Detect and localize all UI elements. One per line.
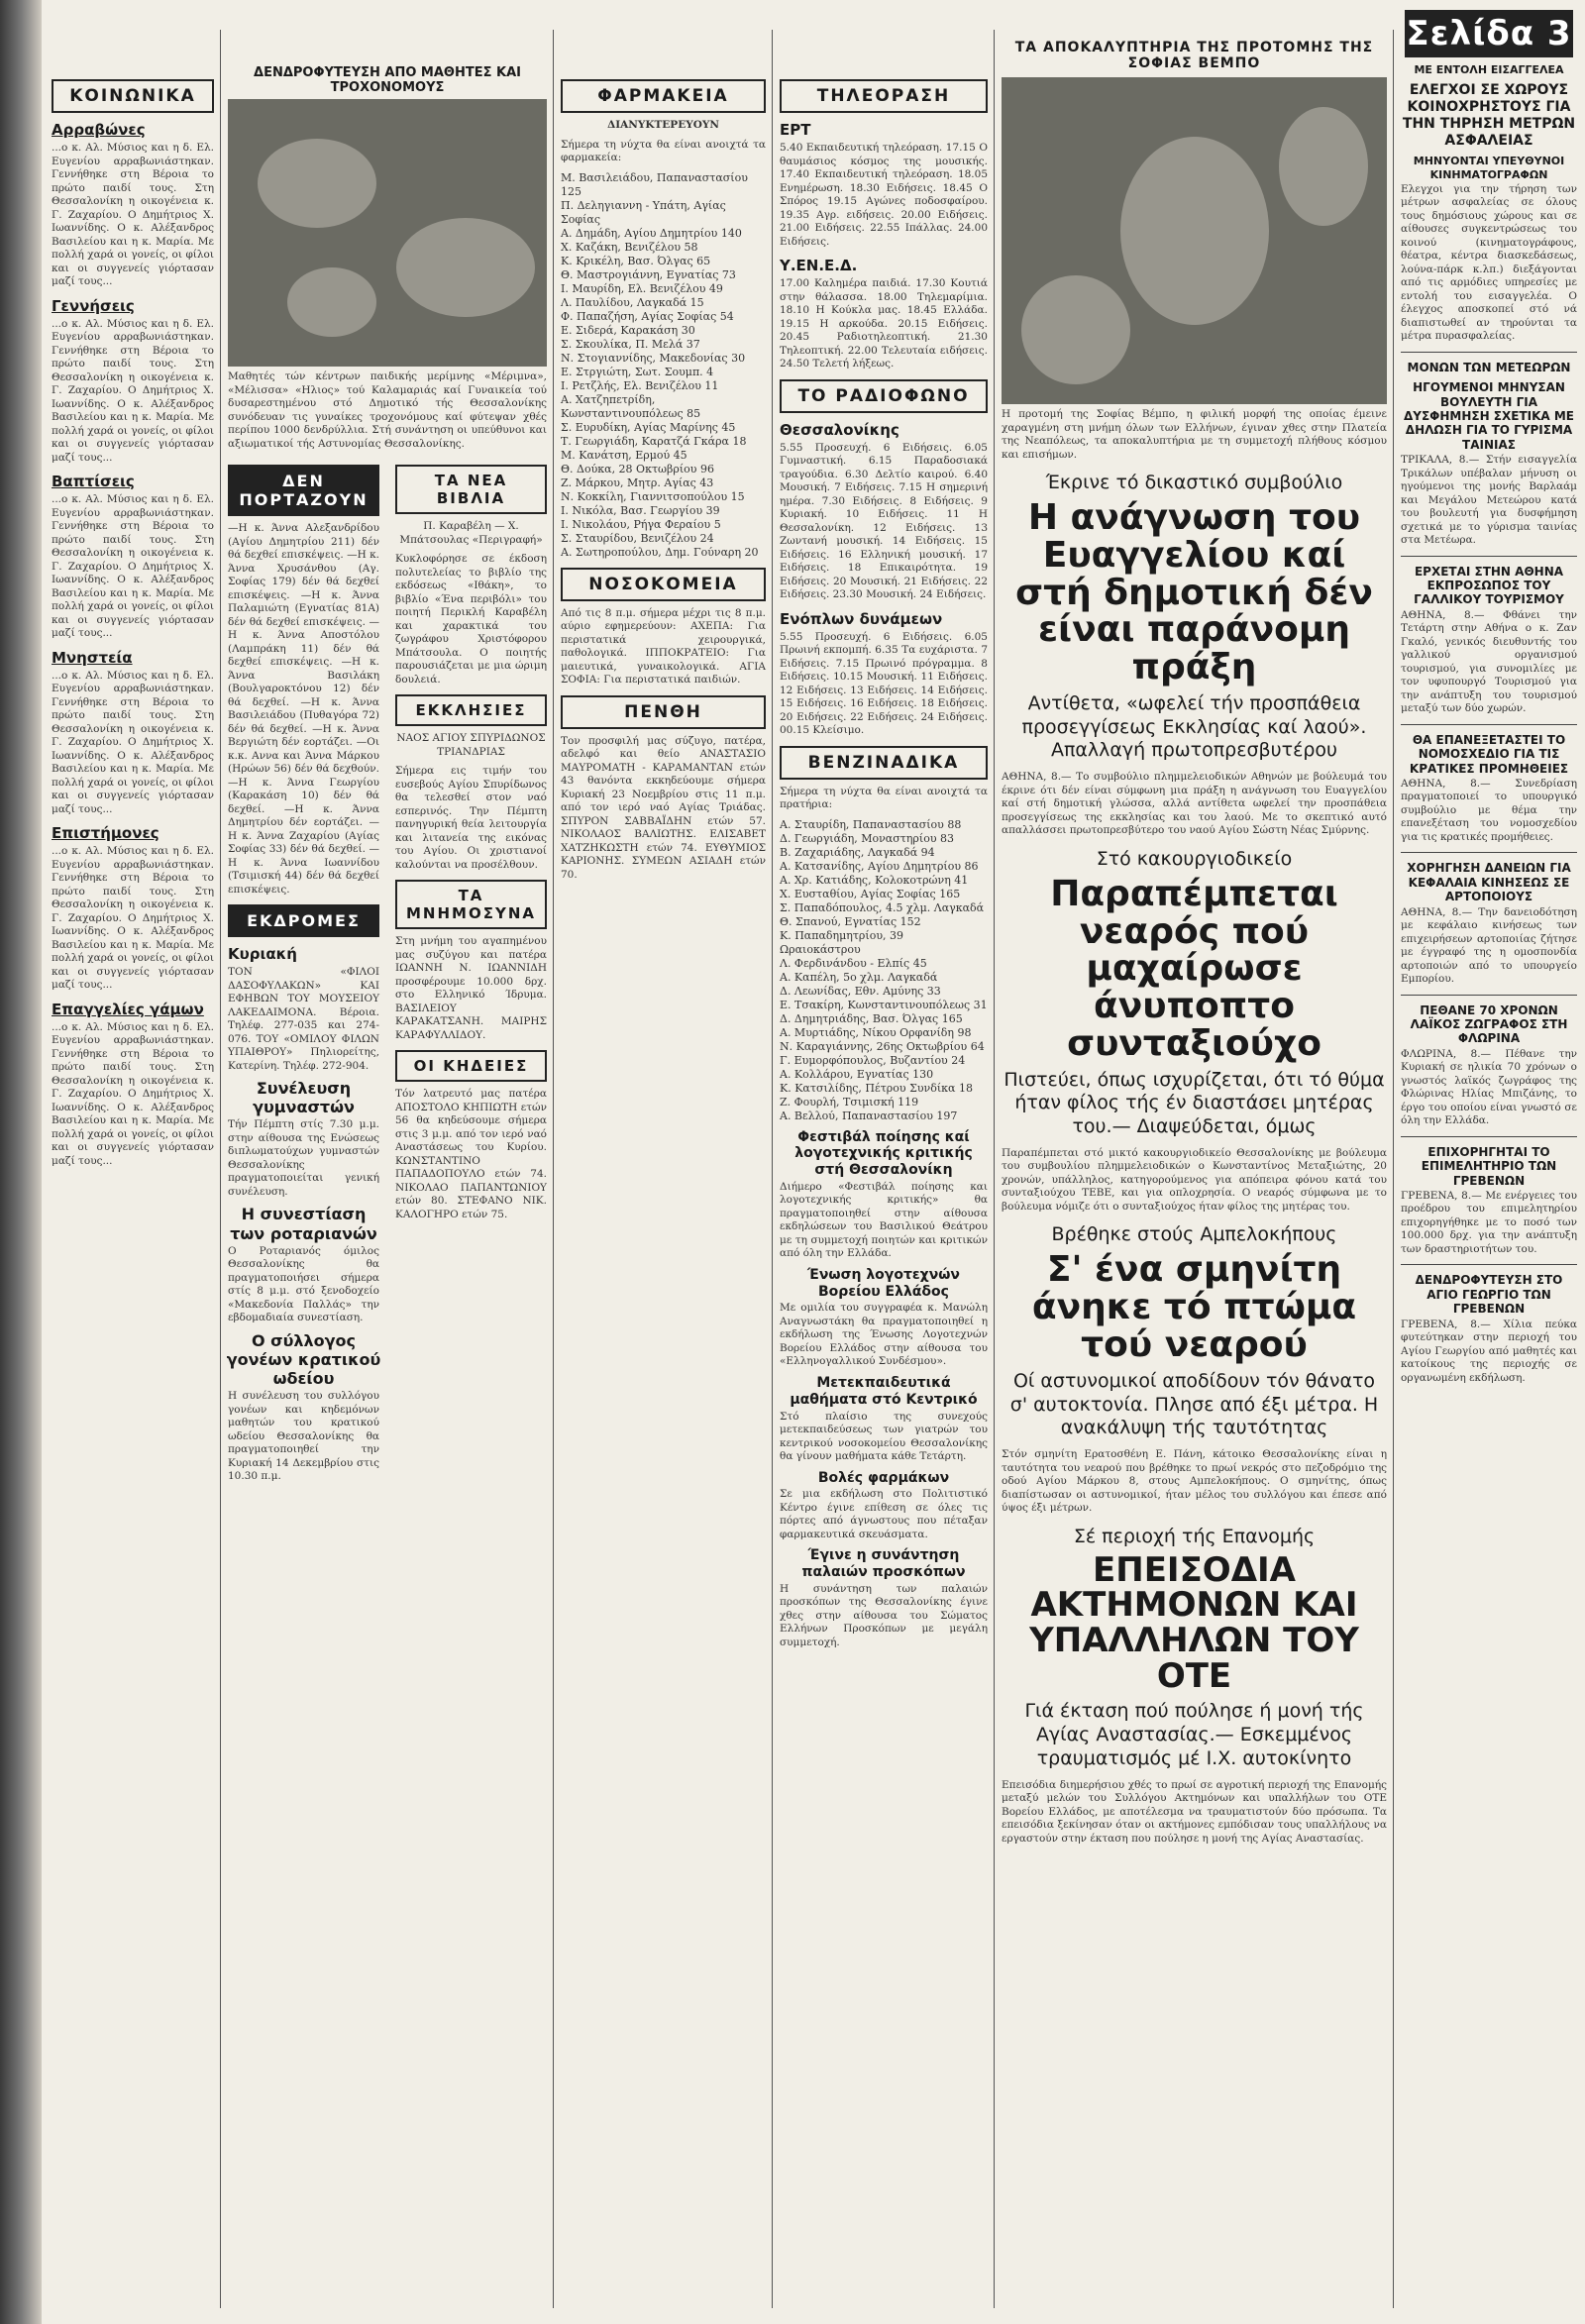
metek-text: Στό πλαίσιο της συνεχούς μετεκπαιδεύσεως των γιατρών του κεντρικού νοσοκομείου Θεσσαλονίκης θα γίνουν μαθήματα κάθε Τετάρτη. <box>780 1410 988 1463</box>
rotarian-text: Ο Ροταριανός όμιλος Θεσσαλονίκης θα πραγματοποιήσει σήμερα στίς 8 μ.μ. στό ξενοδοχείο «Μακεδονία Παλλάς» την εβδομαδιαία συνεστίαση. <box>228 1244 379 1324</box>
book-text: Κυκλοφόρησε σε έκδοση πολυτελείας το βιβλίο της εκδόσεως «Ιθάκη», το βιβλίο «Ένα περιβόλι» του ποιητή Περικλή Καραβέλη και χαρακτικά του ζωγράφου Χριστόφορου Μπάτσουλα. Ο ποιητής παρουσιάζεται με μια ώριμη δουλειά. <box>395 553 547 686</box>
syneleusi-heading: Συνέλευση γυμναστών <box>253 1079 355 1117</box>
column-rule <box>994 30 995 2308</box>
i2-headline: ΜΟΝΩΝ ΤΩΝ ΜΕΤΕΩΡΩΝ <box>1407 360 1571 374</box>
divider <box>1401 556 1577 557</box>
farmakeia-heading: ΦΑΡΜΑΚΕΙΑ <box>561 79 766 113</box>
gas-station-item: Α. Χρ. Κατιάδης, Κολοκοτρώνη 41 <box>780 873 969 887</box>
nosokomeia-text: Από τις 8 π.μ. σήμερα μέχρι τις 8 π.μ. αύριο εφημερεύουν: ΑΧΕΠΑ: Για περιστατικά χειρουργικά, παθολογικά. ΙΠΠΟΚΡΑΤΕΙΟ: Για μαιευτικά, γυναικολογικά. ΑΓΙΑ ΣΟΦΙΑ: Για περιστατικά παιδιών. <box>561 606 766 686</box>
volos-heading: Βολές φαρμάκων <box>817 1469 950 1486</box>
gas-station-item: Β. Ζαχαριάδης, Λαγκαδά 94 <box>780 845 935 859</box>
s4-deck: Γιά έκταση πού πούλησε ή μονή τής Αγίας Αναστασίας.— Εσκεμμένος τραυματισμός μέ Ι.Χ. αυτοκίνητο <box>1024 1700 1364 1769</box>
vempo-bust-photo <box>1002 77 1387 404</box>
book-title: Π. Καραβέλη — Χ. Μπάτσουλας «Περιγραφή» <box>399 520 543 546</box>
gas-station-item: Ν. Καραγιάννης, 26ης Οκτωβρίου 64 <box>780 1039 985 1053</box>
i4-text: ΑΘΗΝΑ, 8.— Συνεδρίαση πραγματοποιεί το υπουργικό συμβούλιο με θέμα την επανεξέταση του νομοσχεδίου για τις κρατικές προμήθειες. <box>1401 777 1577 843</box>
s3-kicker: Βρέθηκε στούς Αμπελοκήπους <box>1051 1223 1337 1246</box>
synantisi-heading: Έγινε η συνάντηση παλαιών προσκόπων <box>801 1547 966 1581</box>
armed-forces-schedule: 5.55 Προσευχή. 6 Ειδήσεις. 6.05 Πρωινή εκπομπή. 6.35 Τα ευχάριστα. 7 Ειδήσεις. 7.15 Πρωινό πρόγραμμα. 8 Ειδήσεις. 10.15 Μουσική. 11 Ειδήσεις. 12 Ειδήσεις. 13 Ειδήσεις. 14 Ειδήσεις. 15 Ειδήσεις. 16 Ειδήσεις. 18 Ειδήσεις. 20 Ειδήσεις. 22 Ειδήσεις. 24 Ειδήσεις. 00.15 Κλείσιμο. <box>780 630 988 736</box>
i5-headline: ΧΟΡΗΓΗΣΗ ΔΑΝΕΙΩΝ ΓΙΑ ΚΕΦΑΛΑΙΑ ΚΙΝΗΣΕΩΣ ΣΕ ΑΡΤΟΠΟΙΟΥΣ <box>1407 861 1571 904</box>
pharmacy-item: Ι. Μαυρίδη, Ελ. Βενιζέλου 49 <box>561 281 723 295</box>
rotarian-heading: Η συνεστίαση των ροταριανών <box>230 1205 377 1243</box>
gas-station-item: Γ. Ευμορφόπουλος, Βυζαντίου 24 <box>780 1053 966 1067</box>
gas-station-item: Θ. Σπανού, Εγνατίας 152 <box>780 914 921 928</box>
pharmacy-item: Ν. Στογιαννίδης, Μακεδονίας 30 <box>561 351 746 365</box>
pharmacy-item: Ι. Νικολάου, Ρήγα Φεραίου 5 <box>561 517 721 531</box>
ekdromes-heading: ΕΚΔΡΟΜΕΣ <box>228 904 379 937</box>
radio-schedule: 5.55 Προσευχή. 6 Ειδήσεις. 6.05 Γυμναστική. 6.15 Παραδοσιακά τραγούδια. 6.30 Δελτίο καιρού. 6.40 Μουσική. 7 Ειδήσεις. 7.15 Η σημερινή ημέρα. 7.30 Ειδήσεις. 8 Ειδήσεις. 9 Κυριακή. 10 Ειδήσεις. 11 Η Θεσσαλονίκη. 12 Ειδήσεις. 13 Ζωντανή μουσική. 14 Ειδήσεις. 15 Ειδήσεις. 16 Ελληνική μουσική. 17 Ειδήσεις. 18 Επικαιρότητα. 19 Ειδήσεις. 20 Μουσική. 21 Ειδήσεις. 22 Ειδήσεις. 23.30 Μουσική. 24 Ειδήσεις. <box>780 441 988 600</box>
gas-station-item: Κ. Κατσιλίδης, Πέτρου Συνδίκα 18 <box>780 1081 973 1095</box>
pharmacy-item: Α. Δημάδη, Αγίου Δημητρίου 140 <box>561 226 742 240</box>
festival-heading: Φεστιβάλ ποίησης καί λογοτεχνικής κριτικής στή Θεσσαλονίκη <box>794 1128 973 1179</box>
pharmacy-item: Κ. Κρικέλη, Βασ. Όλγας 65 <box>561 254 711 267</box>
column-social <box>48 0 218 2324</box>
armed-forces-label: Ενόπλων δυνάμεων <box>780 609 943 628</box>
social-body: ...ο κ. Αλ. Μύσιος και η δ. Ελ. Ευγενίου αρραβωνιάστηκαν. Γεννήθηκε στη Βέροια το πρώτο παιδί τους. Στη Θεσσαλονίκη η οικογένεια κ. Γ. Ζαχαρίου. Ο Δημήτριος Χ. Ιωαννίδης. Ο κ. Αλέξανδρος Βασιλείου και η κ. Μαρία. Με πολλή χαρά οι γονείς, οι φίλοι και οι συγγενείς γιόρτασαν μαζί τους... <box>52 845 214 991</box>
social-body: ...ο κ. Αλ. Μύσιος και η δ. Ελ. Ευγενίου αρραβωνιάστηκαν. Γεννήθηκε στη Βέροια το πρώτο παιδί τους. Στη Θεσσαλονίκη η οικογένεια κ. Γ. Ζαχαρίου. Ο Δημήτριος Χ. Ιωαννίδης. Ο κ. Αλέξανδρος Βασιλείου και η κ. Μαρία. Με πολλή χαρά οι γονείς, οι φίλοι και οι συγγενείς γιόρτασαν μαζί τους... <box>52 142 214 287</box>
section-label: Επαγγελίες γάμων <box>52 1000 204 1018</box>
pharmacy-item: Μ. Κανάτση, Ερμού 45 <box>561 448 687 462</box>
column-rule <box>553 30 554 2308</box>
gas-station-item: Α. Μυρτιάδης, Νίκου Ορφανίδη 98 <box>780 1025 972 1039</box>
s3-deck: Οί αστυνομικοί αποδίδουν τόν θάνατο σ' αυτοκτονία. Πλησε από έξι μέτρα. Η ανακάλυψη τής ταυτότητας <box>1009 1369 1379 1439</box>
gas-station-list <box>780 818 988 1123</box>
i2-text: ΤΡΙΚΑΛΑ, 8.— Στήν εισαγγελία Τρικάλων υπέβαλαν μήνυση οι ηγούμενοι της μονής Βαρλαάμ και Μεγάλου Μετεώρου κατά του βουλευτή για δυσφήμηση σχετικά με το γύρισμα ταινίας στα Μετέωρα. <box>1401 454 1577 547</box>
gas-station-item: Σ. Παπαδόπουλος, 4.5 χλμ. Λαγκαδά <box>780 900 985 914</box>
pharmacy-item: Τ. Γεωργιάδη, Καρατζά Γκάρα 18 <box>561 434 747 448</box>
mnimosyna-heading: ΤΑ ΜΝΗΜΟΣΥΝΑ <box>395 880 547 929</box>
pharmacy-item: Ι. Νικόλα, Βασ. Γεωργίου 39 <box>561 503 720 517</box>
s2-kicker: Στό κακουργιοδικείο <box>1096 847 1293 870</box>
pharmacy-item: Θ. Δούκα, 28 Οκτωβρίου 96 <box>561 462 714 475</box>
gas-station-item: Χ. Ευσταθίου, Αγίας Σοφίας 165 <box>780 887 961 900</box>
gas-station-item: Α. Βελλού, Παπαναστασίου 197 <box>780 1109 958 1122</box>
benzinadika-heading: ΒΕΝΖΙΝΑΔΙΚΑ <box>780 746 988 780</box>
s3-body: Στόν σμηνίτη Ερατοσθένη Ε. Πάνη, κάτοικο Θεσσαλονίκης είναι η ταυτότητα του νεαρού που βρέθηκε το πρωί νεκρός στο πεζοδρόμιο της οδού Αγίου Μάρκου 8, στους Αμπελοκήπους. Ο σμηνίτης, όπως διαπίστωσαν οι αστυνομικοί, ήταν μέλος του συλλόγου και έπεσε από ύψος έξι μέτρων. <box>1002 1448 1387 1515</box>
enosi-heading: Ένωση λογοτεχνών Βορείου Ελλάδος <box>807 1266 960 1300</box>
s4-body: Επεισόδια διημερήσιου χθές το πρωί σε αγροτική περιοχή της Επανομής μεταξύ μελών του Συλλόγου Ακτημόνων και υπαλλήλων του ΟΤΕ Βορείου Ελλάδος, με αποτέλεσμα να τραυματιστούν δύο πρόσωπα. Τα επεισόδια ξεκίνησαν όταν οι ακτήμονες εμπόδισαν τους υπαλλήλους να εργαστούν στην έκταση που πούλησε η μονή της Αγίας Αναστασίας. <box>1002 1778 1387 1845</box>
divider <box>1401 724 1577 725</box>
i1-text: Ελεγχοι για την τήρηση των μέτρων ασφαλείας σε όλους τους δημόσιους χώρους και σε αίθουσες συγκεντρώσεως του κοινού (κινηματογράφους, θέατρα, κέντρα διασκεδάσεως, λούνα-πάρκ κ.λπ.) διεξάγονται από τις αρμόδιες υπηρεσίες με εντολή του εισαγγελέα. Ο έλεγχος αποσκοπεί στό νά διαπιστωθεί αν τηρούνται τα μέτρα πυρασφαλείας. <box>1401 182 1577 343</box>
pharmacy-item: Σ. Σκουλίκα, Π. Μελά 37 <box>561 337 700 351</box>
divider <box>1401 1136 1577 1137</box>
nea-vivlia-heading: ΤΑ ΝΕΑ ΒΙΒΛΙΑ <box>395 465 547 514</box>
farmakeia-sub: ΔΙΑΝΥΚΤΕΡΕΥΟΥΝ <box>607 119 719 131</box>
photo-caption: Μαθητές τών κέντρων παιδικής μερίμνης «Μέριμνα», «Μέλισσα» «Ηλιος» τού Καλαμαριάς καί Γυναικεία τού δυσαρεστημένου στό Δημοτικό τής Θεσσαλονίκης συνόδευαν τις γυναίκες τροχονόμους καί φύτεψαν χθές περίπου 1000 δενδρύλλια. Στή συνάντηση οι υπεύθυνοι και αξιωματικοί τής Αστυνομίας Θεσσαλονίκης. <box>228 370 547 450</box>
i6-headline: ΠΕΘΑΝΕ 70 ΧΡΟΝΩΝ ΛΑΪΚΟΣ ΖΩΓΡΑΦΟΣ ΣΤΗ ΦΛΩΡΙΝΑ <box>1410 1003 1568 1046</box>
goneis-heading: Ο σύλλογος γονέων κρατικού ωδείου <box>226 1330 381 1389</box>
i3-headline: ΕΡΧΕΤΑΙ ΣΤΗΝ ΑΘΗΝΑ ΕΚΠΡΟΣΩΠΟΣ ΤΟΥ ΓΑΛΛΙΚΟΥ ΤΟΥΡΙΣΜΟΥ <box>1414 564 1564 607</box>
den-portazoun-text: —Η κ. Άννα Αλεξανδρίδου (Αγίου Δημητρίου 211) δέν θά δεχθεί επισκέψεις. —Η κ. Άννα Χρυσάνθου (Αγ. Σοφίας 179) δέν θά δεχθεί επισκέψεις. —Η κ. Άννα Παλαμιώτη (Εγνατίας 81Α) δέν θά δεχθεί επισκέψεις. —Η κ. Άννα Αποστόλου (Λαμπράκη 11) δέν θά δεχθεί επισκέψεις. —Η κ. Άννα Βασιλάκη (Βουλγαροκτόνου 12) δέν θά δεχθεί. —Η κ. Άννα Βασιλειάδου (Πυθαγόρα 72) δέν θά δεχθεί. —Η κ. Άννα Βεργιώτη δέν εορτάζει. —Οι κ.κ. Αννα και Άννα Μάρκου (Ηρώων 56) δέν θά δεχθούν. —Η κ. Άννα Γεωργίου (Καρακάση 10) δέν θά δεχθεί. —Η κ. Άννα Δημητρίου δέν εορτάζει. —Η κ. Άννα Ζαχαρίου (Αγίας Σοφίας 33) δέν θά δεχθεί. —Η κ. Άννα Ιωαννίδου (Τσιμισκή 44) δέν θά δεχθεί επισκέψεις. <box>228 522 379 896</box>
i7-text: ΓΡΕΒΕΝΑ, 8.— Με ενέργειες του προέδρου του επιμελητηρίου επιχορηγήθηκε με το ποσό των 100.000 δρχ. για την ανάπτυξη των δραστηριοτήτων του. <box>1401 1189 1577 1255</box>
section-label: Βαπτίσεις <box>52 473 135 490</box>
tree-planting-photo <box>228 99 547 367</box>
i1-sub: ΜΗΝΥΟΝΤΑΙ ΥΠΕΥΘΥΝΟΙ ΚΙΝΗΜΑΤΟΓΡΑΦΩΝ <box>1413 155 1565 181</box>
s1-deck: Αντίθετα, «ωφελεί τήν προσπάθεια προσεγγίσεως Εκκλησίας καί λαού». Απαλλαγή πρωτοπρεσβυτέρου <box>1021 691 1367 762</box>
section-label: Μνηστεία <box>52 648 133 667</box>
social-body: ...ο κ. Αλ. Μύσιος και η δ. Ελ. Ευγενίου αρραβωνιάστηκαν. Γεννήθηκε στη Βέροια το πρώτο παιδί τους. Στη Θεσσαλονίκη η οικογένεια κ. Γ. Ζαχαρίου. Ο Δημήτριος Χ. Ιωαννίδης. Ο κ. Αλέξανδρος Βασιλείου και η κ. Μαρία. Με πολλή χαρά οι γονείς, οι φίλοι και οι συγγενείς γιόρτασαν μαζί τους... <box>52 669 214 815</box>
benzin-intro: Σήμερα τη νύχτα θα είναι ανοιχτά τα πρατήρια: <box>780 785 988 810</box>
gas-station-item: Ε. Τσακίρη, Κωνσταντινουπόλεως 31 <box>780 998 988 1011</box>
column-two <box>224 0 551 2324</box>
penthi-heading: ΠΕΝΘΗ <box>561 695 766 729</box>
section-label: Επιστήμονες <box>52 824 159 842</box>
column-rule <box>220 30 221 2308</box>
pharmacy-item: Ε. Στργιώτη, Σωτ. Σουμπ. 4 <box>561 365 714 378</box>
pharmacy-item: Ε. Σιδερά, Καρακάση 30 <box>561 323 695 337</box>
divider <box>1401 352 1577 353</box>
gas-station-item: Δ. Δημητριάδης, Βασ. Όλγας 165 <box>780 1011 963 1025</box>
ert-label: ΕΡΤ <box>780 121 811 139</box>
s2-deck: Πιστεύει, όπως ισχυρίζεται, ότι τό θύμα ήταν φίλος τής έν διαστάσει μητέρας του.— Διαψεύδεται, όμως <box>1004 1068 1385 1138</box>
goneis-text: Η συνέλευση του συλλόγου γονέων και κηδεμόνων μαθητών του κρατικού ωδείου Θεσσαλονίκης θα πραγματοποιηθεί την Κυριακή 14 Δεκεμβρίου στις 10.30 π.μ. <box>228 1390 379 1483</box>
divider <box>1401 1264 1577 1265</box>
pharmacy-item: Α. Χατζηπετρίδη, Κωνσταντινουπόλεως 85 <box>561 392 701 420</box>
pharmacy-item: Σ. Σταυρίδου, Βενιζέλου 24 <box>561 531 714 545</box>
pharmacy-item: Ζ. Μάρκου, Μητρ. Αγίας 43 <box>561 475 714 489</box>
social-body: ...ο κ. Αλ. Μύσιος και η δ. Ελ. Ευγενίου αρραβωνιάστηκαν. Γεννήθηκε στη Βέροια το πρώτο παιδί τους. Στη Θεσσαλονίκη η οικογένεια κ. Γ. Ζαχαρίου. Ο Δημήτριος Χ. Ιωαννίδης. Ο κ. Αλέξανδρος Βασιλείου και η κ. Μαρία. Με πολλή χαρά οι γονείς, οι φίλοι και οι συγγενείς γιόρτασαν μαζί τους... <box>52 1020 214 1167</box>
festival-text: Διήμερο «Φεστιβάλ ποίησης και λογοτεχνικής κριτικής» θα πραγματοποιηθεί στην αίθουσα εκδηλώσεων του Βασιλικού Θεάτρου με τη συμμετοχή ποιητών και κριτικών από όλη την Ελλάδα. <box>780 1180 988 1260</box>
yened-label: Υ.ΕΝ.Ε.Δ. <box>780 257 858 274</box>
gas-station-item: Ζ. Φουρλή, Τσιμισκή 119 <box>780 1095 919 1109</box>
vempo-photo-title: ΤΑ ΑΠΟΚΑΛΥΠΤΗΡΙΑ ΤΗΣ ΠΡΟΤΟΜΗΣ ΤΗΣ ΣΟΦΙΑΣ ΒΕΜΠΟ <box>1014 40 1374 71</box>
nosokomeia-heading: ΝΟΣΟΚΟΜΕΙΑ <box>561 568 766 601</box>
pharmacy-item: Θ. Μαστρογιάννη, Εγνατίας 73 <box>561 267 736 281</box>
pharmacy-item: Ι. Ρετζλής, Ελ. Βενιζέλου 11 <box>561 378 719 392</box>
gas-station-item: Α. Καπέλη, 5ο χλμ. Λαγκαδά <box>780 970 938 984</box>
gas-station-item: Λ. Φερδινάνδου - Ελπίς 45 <box>780 956 927 970</box>
i5-text: ΑΘΗΝΑ, 8.— Την δανειοδότηση με κεφάλαιο κινήσεως των επιχειρήσεων αρτοποιίας ζήτησε με έγγραφό της η ομοσπονδία αρτοποιών από το υπουργείο Εμπορίου. <box>1401 905 1577 986</box>
column-rule <box>1393 30 1394 2308</box>
page-number-label: Σελίδα 3 <box>1405 10 1573 57</box>
i2-sub: ΗΓΟΥΜΕΝΟΙ ΜΗΝΥΣΑΝ ΒΟΥΛΕΥΤΗ ΓΙΑ ΔΥΣΦΗΜΗΣΗ ΣΧΕΤΙΚΑ ΜΕ ΔΗΛΩΣΗ ΓΙΑ ΤΟ ΓΥΡΙΣΜΑ ΤΑΙΝΙΑΣ <box>1403 380 1575 452</box>
binding-spine <box>0 0 42 2324</box>
pharmacy-item: Φ. Παπαζήση, Αγίας Σοφίας 54 <box>561 309 734 323</box>
church-sub: ΝΑΟΣ ΑΓΙΟΥ ΣΠΥΡΙΔΩΝΟΣ ΤΡΙΑΝΔΡΙΑΣ <box>396 732 546 758</box>
column-main-news <box>998 0 1391 2324</box>
pharmacy-item: Χ. Καζάκη, Βενιζέλου 58 <box>561 240 698 254</box>
pharmacy-list <box>561 171 766 560</box>
pharmacy-item: Μ. Βασιλειάδου, Παπαναστασίου 125 <box>561 170 748 198</box>
tileorasi-heading: ΤΗΛΕΟΡΑΣΗ <box>780 79 988 113</box>
pharmacy-item: Λ. Παυλίδου, Λαγκαδά 15 <box>561 295 704 309</box>
section-label: Αρραβώνες <box>52 121 146 139</box>
kideies-heading: ΟΙ ΚΗΔΕΙΕΣ <box>395 1050 547 1082</box>
social-body: ...ο κ. Αλ. Μύσιος και η δ. Ελ. Ευγενίου αρραβωνιάστηκαν. Γεννήθηκε στη Βέροια το πρώτο παιδί τους. Στη Θεσσαλονίκη η οικογένεια κ. Γ. Ζαχαρίου. Ο Δημήτριος Χ. Ιωαννίδης. Ο κ. Αλέξανδρος Βασιλείου και η κ. Μαρία. Με πολλή χαρά οι γονείς, οι φίλοι και οι συγγενείς γιόρτασαν μαζί τους... <box>52 317 214 464</box>
i8-text: ΓΡΕΒΕΝΑ, 8.— Χίλια πεύκα φυτεύτηκαν στην περιοχή του Αγίου Γεωργίου από μαθητές και κατοίκους της περιοχής σε οργανωμένη εκδήλωση. <box>1401 1318 1577 1384</box>
synantisi-text: Η συνάντηση των παλαιών προσκόπων της Θεσσαλονίκης έγινε χθες στην αίθουσα του Σώματος Ελλήνων Προσκόπων με μεγάλη συμμετοχή. <box>780 1582 988 1648</box>
s4-kicker: Σέ περιοχή τής Επανομής <box>1073 1525 1316 1547</box>
ekdromes-text: ΤΟΝ «ΦΙΛΟΙ ΔΑΣΟΦΥΛΑΚΩΝ» ΚΑΙ ΕΦΗΒΩΝ ΤΟΥ ΜΟΥΣΕΙΟΥ ΛΑΚΕΔΑΙΜΟΝΑ. Βέροια. Τηλέφ. 277-035 και 274-076. ΤΟΥ «ΟΜΙΛΟΥ ΦΙΛΩΝ ΥΠΑΙΘΡΟΥ» Πηλιορείτης, Κατερίνη. Τηλέφ. 272-904. <box>228 966 379 1072</box>
s4-headline: ΕΠΕΙΣΟΔΙΑ ΑΚΤΗΜΟΝΩΝ ΚΑΙ ΥΠΑΛΛΗΛΩΝ ΤΟΥ ΟΤΕ <box>1029 1549 1359 1696</box>
section-label: Γεννήσεις <box>52 296 135 315</box>
kideies-text: Τόν λατρευτό μας πατέρα ΑΠΟΣΤΟΛΟ ΚΗΠΙΩΤΗ ετών 56 θα κηδεύσουμε σήμερα στις 3 μ.μ. από τον ιερό ναό Αναστάσεως του Κυρίου. ΚΩΝΣΤΑΝΤΙΝΟ ΠΑΠΑΔΟΠΟΥΛΟ ετών 74. ΝΙΚΟΛΑΟ ΠΑΠΑΝΤΩΝΙΟΥ ετών 80. ΣΤΕΦΑΝΟ ΝΙΚ. ΚΑΛΟΓΗΡΟ ετών 75. <box>395 1088 547 1220</box>
gas-station-item: Δ. Γεωργιάδη, Μοναστηρίου 83 <box>780 831 954 845</box>
i3-text: ΑΘΗΝΑ, 8.— Φθάνει την Τετάρτη στην Αθήνα ο κ. Ζαν Γκαλό, γενικός διευθυντής του γαλλικού οργανισμού τουρισμού, για συνομιλίες με τον υφυπουργό Τουρισμού για την ανάπτυξη του τουρισμού μεταξύ των δύο χωρών. <box>1401 608 1577 715</box>
radiofono-heading: ΤΟ ΡΑΔΙΟΦΩΝΟ <box>780 379 988 413</box>
gas-station-item: Δ. Λεωνίδας, Εθν. Αμύνης 33 <box>780 984 941 998</box>
penthi-text: Τον προσφιλή μας σύζυγο, πατέρα, αδελφό και θείο ΑΝΑΣΤΑΣΙΟ ΜΑΥΡΟΜΑΤΗ - ΚΑΡΑΜΑΝΤΑΝ ετών 43 θανόντα εκκηδεύουμε σήμερα Κυριακή 23 Νοεμβρίου στις 11 π.μ. από τον ιερό ναό Αγίας Τριάδας. ΣΠΥΡΟΝ ΣΑΒΒΑΪΔΗΝ ετών 57. ΝΙΚΟΛΑΟΣ ΒΑΛΙΩΤΗΣ. ΕΛΙΣΑΒΕΤ ΧΑΤΖΗΚΩΣΤΗ ετών 74. ΕΥΘΥΜΙΟΣ ΚΑΡΙΟΝΗΣ. ΣΥΜΕΩΝ ΑΣΙΑΔΗ ετών 70. <box>561 734 766 881</box>
s1-kicker: Έκρινε τό δικαστικό συμβούλιο <box>1045 472 1343 493</box>
syneleusi-text: Τήν Πέμπτη στίς 7.30 μ.μ. στην αίθουσα της Ενώσεως διπλωματούχων γυμναστών Θεσσαλονίκης πραγματοποιείται γενική συνέλευση. <box>228 1118 379 1198</box>
gas-station-item: Κ. Παπαδημητρίου, 39 Ωραιοκάστρου <box>780 928 904 956</box>
i1-kicker: ΜΕ ΕΝΤΟΛΗ ΕΙΣΑΓΓΕΛΕΑ <box>1414 63 1564 76</box>
s1-headline: Η ανάγνωση του Ευαγγελίου καί στή δημοτική δέν είναι παράνομη πράξη <box>1015 497 1373 688</box>
column-briefs <box>1397 0 1581 2324</box>
pharmacy-item: Π. Δεληγιαννη - Υπάτη, Αγίας Σοφίας <box>561 198 726 226</box>
farmakeia-intro: Σήμερα τη νύχτα θα είναι ανοιχτά τα φαρμακεία: <box>561 138 766 163</box>
yened-schedule: 17.00 Καλημέρα παιδιά. 17.30 Κουτιά στην θάλασσα. 18.00 Τηλεμαρίμια. 18.10 Η Κούκλα μας. 18.45 Ελλάδα. 19.15 Η αρκούδα. 20.15 Ειδήσεις. 20.45 Ραδιοτηλεοπτική. 21.30 Τηλεοπτική. 22.00 Τελευταία ειδήσεις. 24.50 Τελετή λήξεως. <box>780 277 988 370</box>
gas-station-item: Α. Κατσανίδης, Αγίου Δημητρίου 86 <box>780 859 979 873</box>
metek-heading: Μετεκπαιδευτικά μαθήματα στό Κεντρικό <box>790 1374 978 1408</box>
s3-headline: Σ' ένα σμηνίτη άνηκε τό πτώμα τού νεαρού <box>1031 1249 1357 1366</box>
mnimosyna-text: Στη μνήμη του αγαπημένου μας συζύγου και πατέρα ΙΩΑΝΝΗ Ν. ΙΩΑΝΝΙΔΗ προσφέρουμε 10.000 δρχ. στο Ελληνικό Ίδρυμα. ΒΑΣΙΛΕΙΟΥ ΚΑΡΑΚΑΤΣΑΝΗ. ΜΑΙΡΗΣ ΚΑΡΑΦΥΛΛΙΔΟΥ. <box>395 935 547 1041</box>
ert-schedule: 5.40 Εκπαιδευτική τηλεόραση. 17.15 Ο θαυμάσιος κόσμος της μουσικής. 17.40 Εκπαιδευτική τηλεόραση. 18.05 Ενημέρωση. 18.30 Ειδήσεις. 18.45 Ο Σπόρος 19.15 Αγώνες ποδοσφαίρου. 19.35 Αγρ. ειδήσεις. 20.00 Ειδήσεις. 21.00 Ειδήσεις. 22.55 Ιπάλλας. 24.00 Ειδήσεις. <box>780 142 988 248</box>
vempo-text: Η προτομή της Σοφίας Βέμπο, η φιλική μορφή της οποίας έμεινε χαραγμένη στη μνήμη όλων των Ελλήνων, έγιναν χθες στην Πλατεία της Νεαπόλεως, τα αποκαλυπτήρια με τη συμμετοχή πλήθους κόσμου και επισήμων. <box>1002 408 1387 461</box>
i4-headline: ΘΑ ΕΠΑΝΕΞΕΤΑΣΤΕΙ ΤΟ ΝΟΜΟΣΧΕΔΙΟ ΓΙΑ ΤΙΣ ΚΡΑΤΙΚΕΣ ΠΡΟΜΗΘΕΙΕΣ <box>1409 732 1569 776</box>
pharmacy-item: Ν. Κοκκίλη, Γιαννιτσοπούλου 15 <box>561 489 745 503</box>
volos-text: Σε μια εκδήλωση στο Πολιτιστικό Κέντρο έγινε επίθεση σε όλες τις πόρτες από άγνωστους που πέταξαν φαρμακευτικά σκευάσματα. <box>780 1488 988 1540</box>
gas-station-item: Α. Κολλάρου, Εγνατίας 130 <box>780 1067 934 1081</box>
church-text: Σήμερα εις τιμήν του ευσεβούς Αγίου Σπυρίδωνος θα τελεσθεί στον ναό εσπερινός. Την Πέμπτη πανηγυρική θεία λειτουργία και λιτανεία της εικόνας του Αγίου. Οι χριστιανοί καλούνται να προσέλθουν. <box>395 765 547 871</box>
column-broadcast <box>776 0 992 2324</box>
i8-headline: ΔΕΝΔΡΟΦΥΤΕΥΣΗ ΣΤΟ ΑΓΙΟ ΓΕΩΡΓΙΟ ΤΩΝ ΓΡΕΒΕΝΩΝ <box>1415 1273 1563 1317</box>
s2-body: Παραπέμπεται στό μικτό κακουργιοδικείο Θεσσαλονίκης με βούλευμα του συμβουλίου πλημμελειοδικών ο Κωνσταντίνος Μεταξιώτης, 20 χρονών, υπάλληλος, κατηγορούμενος για απόπειρα φόνου κατά του συνταξιούχου ΤΕΒΕ, και για οπλοχρησία. Ο νεαρός σύμφωνα με το βούλευμα νόμιζε ότι ο συνταξιούχος ήταν φίλος της μητέρας του. <box>1002 1146 1387 1213</box>
divider <box>1401 852 1577 853</box>
i1-headline: ΕΛΕΓΧΟΙ ΣΕ ΧΩΡΟΥΣ ΚΟΙΝΟΧΡΗΣΤΟΥΣ ΓΙΑ ΤΗΝ ΤΗΡΗΣΗ ΜΕΤΡΩΝ ΑΣΦΑΛΕΙΑΣ <box>1402 82 1576 149</box>
column-rule <box>772 30 773 2308</box>
den-portazoun-heading: ΔΕΝ ΠΟΡΤΑΖΟΥΝ <box>228 465 379 516</box>
s1-body: ΑΘΗΝΑ, 8.— Το συμβούλιο πλημμελειοδικών Αθηνών με βούλευμά του έκρινε ότι δέν είναι σύμφωνη μια πράξη η ανάγνωση του Ευαγγελίου καί στή δημοτική γλώσσα, αλλά αντίθετα ωφελεί την προσπάθεια προσεγγίσεως της εκκλησίας και του λαού. Με το σκεπτικό αυτό απαλλάσσει πρωτοπρεσβύτερο του ναού Αγίου Σώστη Νέας Σμύρνης. <box>1002 771 1387 837</box>
thessaloniki-radio-label: Θεσσαλονίκης <box>780 420 899 439</box>
divider <box>1401 995 1577 996</box>
i7-headline: ΕΠΙΧΟΡΗΓΗΤΑΙ ΤΟ ΕΠΙΜΕΛΗΤΗΡΙΟ ΤΩΝ ΓΡΕΒΕΝΩΝ <box>1421 1144 1557 1188</box>
s2-headline: Παραπέμπεται νεαρός πού μαχαίρωσε άνυποπτο συνταξιούχο <box>1050 873 1338 1064</box>
photo-title: ΔΕΝΔΡΟΦΥΤΕΥΣΗ ΑΠΟ ΜΑΘΗΤΕΣ ΚΑΙ ΤΡΟΧΟΝΟΜΟΥΣ <box>254 65 521 95</box>
ekklisies-heading: ΕΚΚΛΗΣΙΕΣ <box>395 694 547 726</box>
social-body: ...ο κ. Αλ. Μύσιος και η δ. Ελ. Ευγενίου αρραβωνιάστηκαν. Γεννήθηκε στη Βέροια το πρώτο παιδί τους. Στη Θεσσαλονίκη η οικογένεια κ. Γ. Ζαχαρίου. Ο Δημήτριος Χ. Ιωαννίδης. Ο κ. Αλέξανδρος Βασιλείου και η κ. Μαρία. Με πολλή χαρά οι γονείς, οι φίλοι και οι συγγενείς γιόρτασαν μαζί τους... <box>52 493 214 639</box>
koinonika-heading: ΚΟΙΝΩΝΙΚΑ <box>52 79 214 113</box>
ekdromes-sub: Κυριακή <box>228 945 297 963</box>
gas-station-item: Α. Σταυρίδη, Παπαναστασίου 88 <box>780 817 962 831</box>
column-pharmacies <box>557 0 770 2324</box>
enosi-text: Με ομιλία του συγγραφέα κ. Μανώλη Αναγνωστάκη θα πραγματοποιηθεί η εκδήλωση της Ένωσης Λογοτεχνών Βορείου Ελλάδος στην αίθουσα του «Ελληνογαλλικού Συνδέσμου». <box>780 1302 988 1368</box>
pharmacy-item: Σ. Ευρυδίκη, Αγίας Μαρίνης 45 <box>561 420 736 434</box>
pharmacy-item: Α. Σωτηροπούλου, Δημ. Γούναρη 20 <box>561 545 759 559</box>
i6-text: ΦΛΩΡΙΝΑ, 8.— Πέθανε την Κυριακή σε ηλικία 70 χρόνων ο γνωστός λαϊκός ζωγράφος της Φλώρινας Ηλίας Μπιζάνης, το έργο του οποίου είναι γνωστό σε όλη την Ελλάδα. <box>1401 1047 1577 1127</box>
